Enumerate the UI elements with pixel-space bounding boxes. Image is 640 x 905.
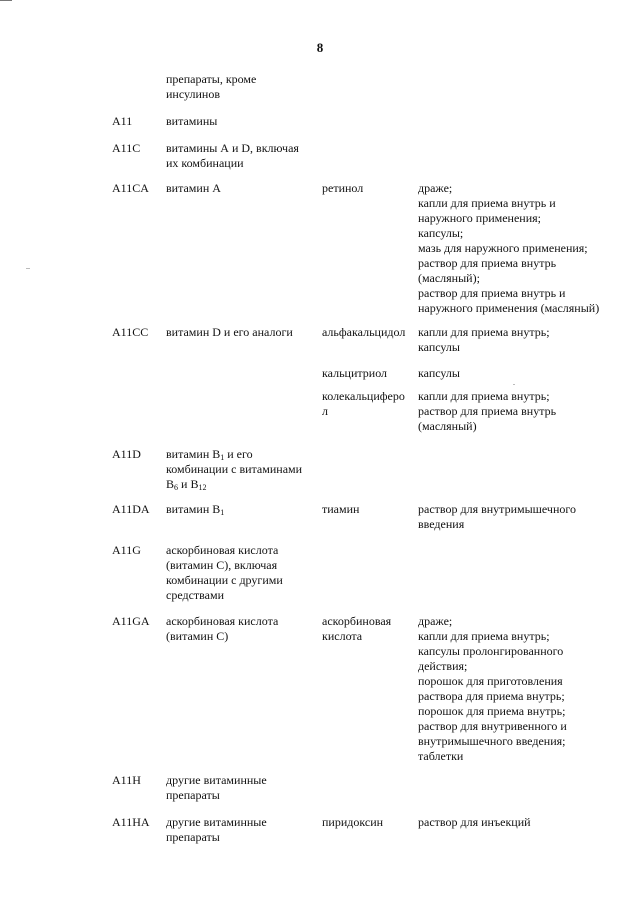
group-name: витамины А и D, включая их комбинации <box>166 141 299 170</box>
group-name: витамины <box>166 114 218 128</box>
drug-name: колекальциферо л <box>322 389 405 418</box>
group-name: витамин D и его аналоги <box>166 325 293 339</box>
atc-code: A11HA <box>112 815 150 829</box>
dosage-forms: раствор для инъекций <box>418 815 531 829</box>
dosage-forms: капли для приема внутрь; капсулы <box>418 325 550 354</box>
group-name: другие витаминные препараты <box>166 815 267 844</box>
dosage-forms: драже; капли для приема внутрь и наружного применения; капсулы; мазь для наружного применения; раствор для приема внутрь (масляный); раствор для приема внутрь и наружного применения (масляный) <box>418 181 600 315</box>
atc-code: A11GA <box>112 614 150 628</box>
atc-code: A11D <box>112 447 141 461</box>
page-number: 8 <box>316 40 324 55</box>
drug-name: кальцитриол <box>322 366 388 380</box>
drug-name: тиамин <box>322 502 360 516</box>
drug-name: аскорбиновая кислота <box>322 614 392 643</box>
atc-code: A11DA <box>112 502 150 516</box>
drug-name: альфакальцидол <box>322 325 406 339</box>
atc-code: A11CC <box>112 325 149 339</box>
drug-name: ретинол <box>322 181 364 195</box>
scan-mark <box>513 384 515 385</box>
group-name: витамин А <box>166 181 221 195</box>
scan-mark <box>26 268 30 269</box>
atc-code: A11CA <box>112 181 149 195</box>
group-name: аскорбиновая кислота (витамин С), включая комбинации с другими средствами <box>166 543 283 602</box>
atc-code: A11H <box>112 773 141 787</box>
dosage-forms: раствор для внутримышечного введения <box>418 502 576 531</box>
dosage-forms: драже; капли для приема внутрь; капсулы пролонгированного действия; порошок для приготовления раствора для приема внутрь; порошок для приема внутрь; раствор для внутривенного и внутримышечного введения; таблетки <box>418 614 567 763</box>
scan-mark <box>0 0 12 1</box>
group-name: другие витаминные препараты <box>166 773 267 802</box>
atc-code: A11 <box>112 114 133 128</box>
atc-code: A11G <box>112 543 141 557</box>
drug-name: пиридоксин <box>322 815 384 829</box>
atc-code: A11C <box>112 141 141 155</box>
group-name: препараты, кроме инсулинов <box>166 72 257 101</box>
group-name: витамин $B_1$ и его комбинации с витаминами $B_6$ и $B_{12}$ <box>166 447 303 492</box>
group-name: аскорбиновая кислота (витамин С) <box>166 614 279 643</box>
dosage-forms: капли для приема внутрь; раствор для приема внутрь (масляный) <box>418 389 557 433</box>
dosage-forms: капсулы <box>418 366 460 380</box>
group-name: витамин $B_1$ <box>166 502 225 517</box>
